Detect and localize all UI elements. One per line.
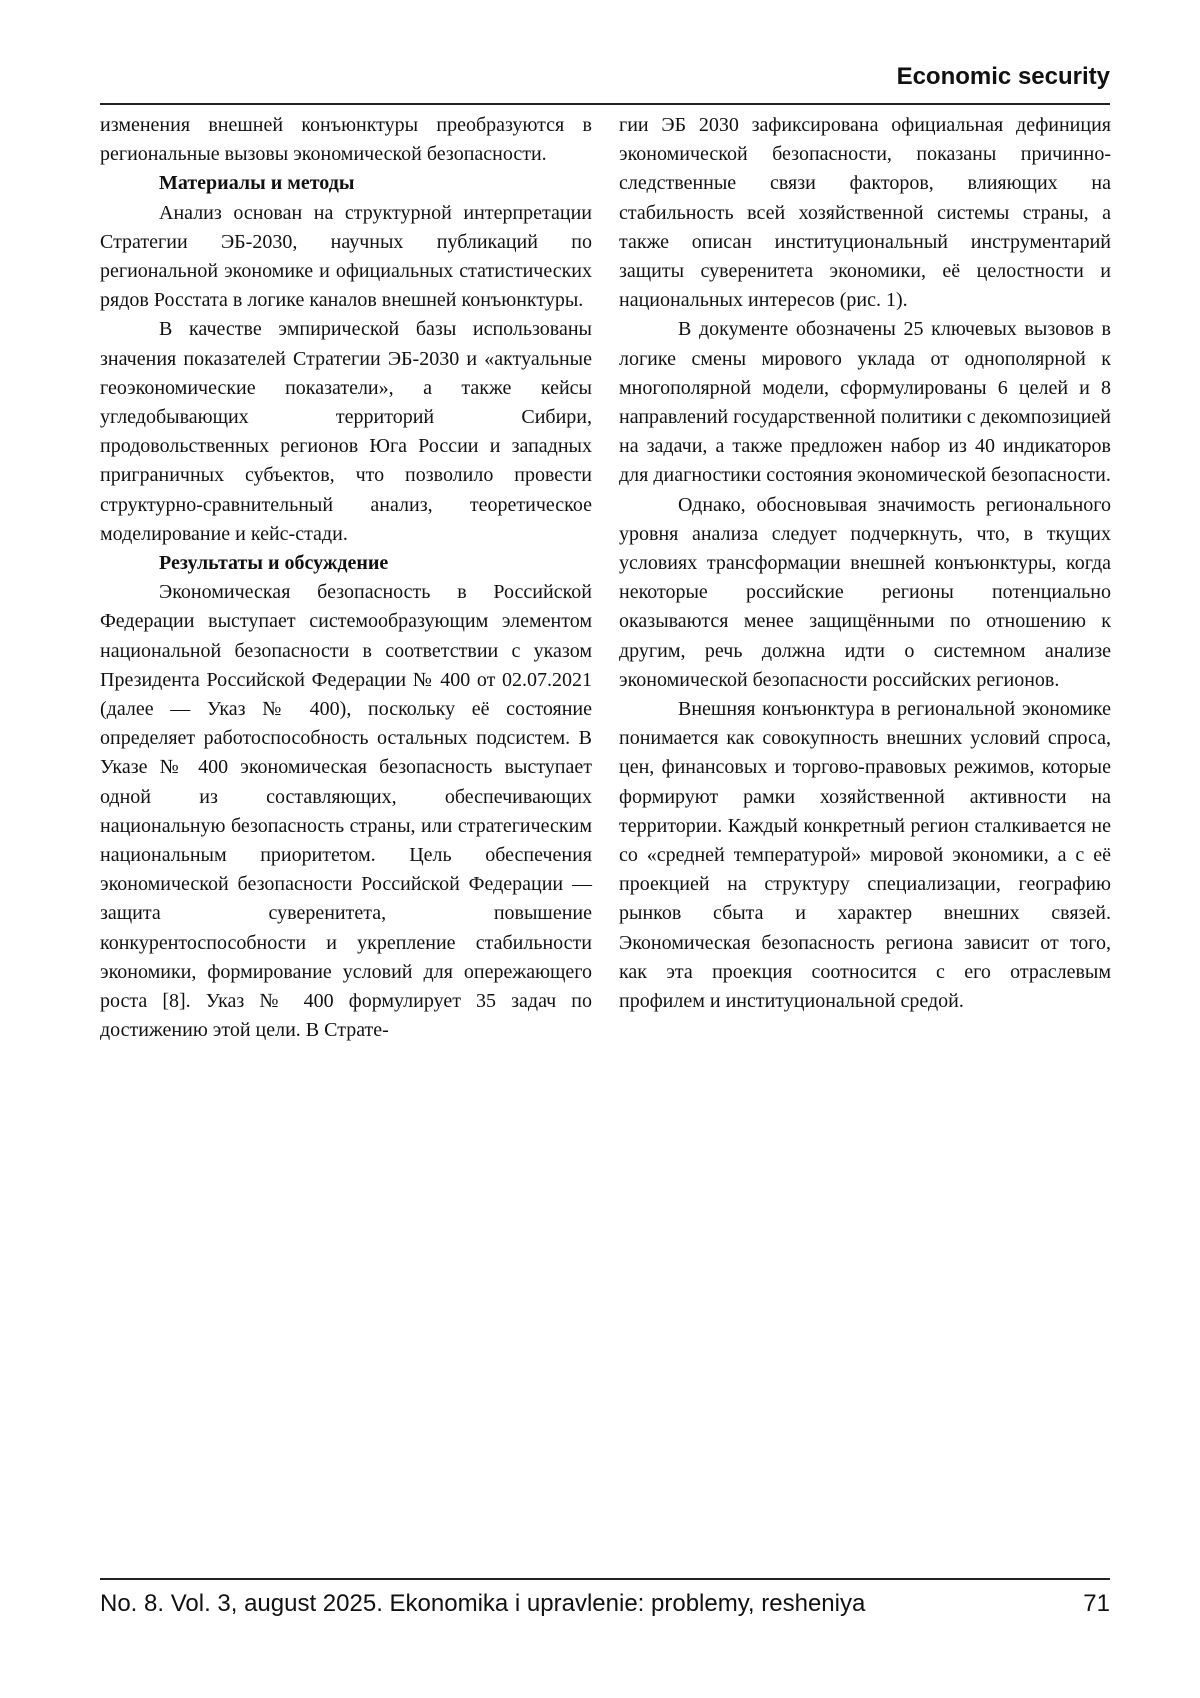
page-number: 71 xyxy=(1083,1590,1110,1617)
paragraph-challenges: В документе обозначены 25 ключевых вызовов в логике смены мирового уклада от однополярной к многополярной модели, сформулированы 6 целей и 8 направлений государственной политики с декомпозицией на задачи, а также предложен набор из 40 индикаторов для диагностики состояния экономической безопасности. xyxy=(619,318,1111,487)
paragraph-continuation: изменения внешней конъюнктуры преобразуются в региональные вызовы экономической безопасности. xyxy=(100,114,592,166)
paragraph-external-conjuncture: Внешняя конъюнктура в региональной экономике понимается как совокупность внешних условий спроса, цен, финансовых и торгово-правовых режимов, которые формируют рамки хозяйственной активности на территории. Каждый конкретный регион сталкивается не со «средней температурой» мировой экономики, а с её проекцией на структуру специализации, географию рынков сбыта и характер внешних связей. Экономическая безопасность региона зависит от того, как эта проекция соотносится с его отраслевым профилем и институциональной средой. xyxy=(619,698,1111,1013)
section-heading-results-discussion: Результаты и обсуждение xyxy=(159,552,389,575)
running-head-section: Economic security xyxy=(896,63,1110,90)
footer-rule xyxy=(100,1578,1110,1580)
right-column xyxy=(619,111,1111,1016)
paragraph-analysis-basis: Анализ основан на структурной интерпретации Стратегии ЭБ-2030, научных публикаций по региональной экономике и официальных статистических рядов Росстата в логике каналов внешней конъюнктуры. xyxy=(100,201,592,312)
paragraph-empirical-base: В качестве эмпирической базы использованы значения показателей Стратегии ЭБ-2030 и «актуальные геоэкономические показатели», а также кейсы угледобывающих территорий Сибири, продовольственных регионов Юга России и западных приграничных субъектов, что позволило провести структурно-сравнительный анализ, теоретическое моделирование и кейс-стади. xyxy=(100,318,592,545)
paragraph-economic-security: Экономическая безопасность в Российской Федерации выступает системообразующим элементом национальной безопасности в соответствии с указом Президента Российской Федерации № 400 от 02.07.2021 (далее — Указ № 400), поскольку её состояние определяет работоспособность остальных подсистем. В Указе № 400 экономическая безопасность выступает одной из составляющих, обеспечивающих национальную безопасность страны, или стратегическим национальным приоритетом. Цель обеспечения экономической безопасности Российской Федерации — защита суверенитета, повышение конкурентоспособности и укрепление стабильности экономики, формирование условий для опережающего роста [8]. Указ № 400 формулирует 35 задач по достижению этой цели. В Страте- xyxy=(100,581,592,1042)
header-rule xyxy=(100,103,1110,105)
page-footer xyxy=(100,1588,1110,1620)
paragraph-regional-level: Однако, обосновывая значимость регионального уровня анализа следует подчеркнуть, что, в ткущих условиях трансформации внешней конъюнктуры, когда некоторые российские регионы потенциально оказываются менее защищёнными по отношению к другим, речь должна идти о системном анализе экономической безопасности российских регионов. xyxy=(619,493,1111,691)
left-column xyxy=(100,111,592,1046)
section-heading-materials-methods: Материалы и методы xyxy=(159,172,355,195)
journal-citation: No. 8. Vol. 3, august 2025. Ekonomika i upravlenie: problemy, resheniya xyxy=(100,1590,866,1617)
paragraph-strategy-continuation: гии ЭБ 2030 зафиксирована официальная дефиниция экономической безопасности, показаны причинно-следственные связи факторов, влияющих на стабильность всей хозяйственной системы страны, а также описан институциональный инструментарий защиты суверенитета экономики, её целостности и национальных интересов (рис. 1). xyxy=(619,114,1111,312)
